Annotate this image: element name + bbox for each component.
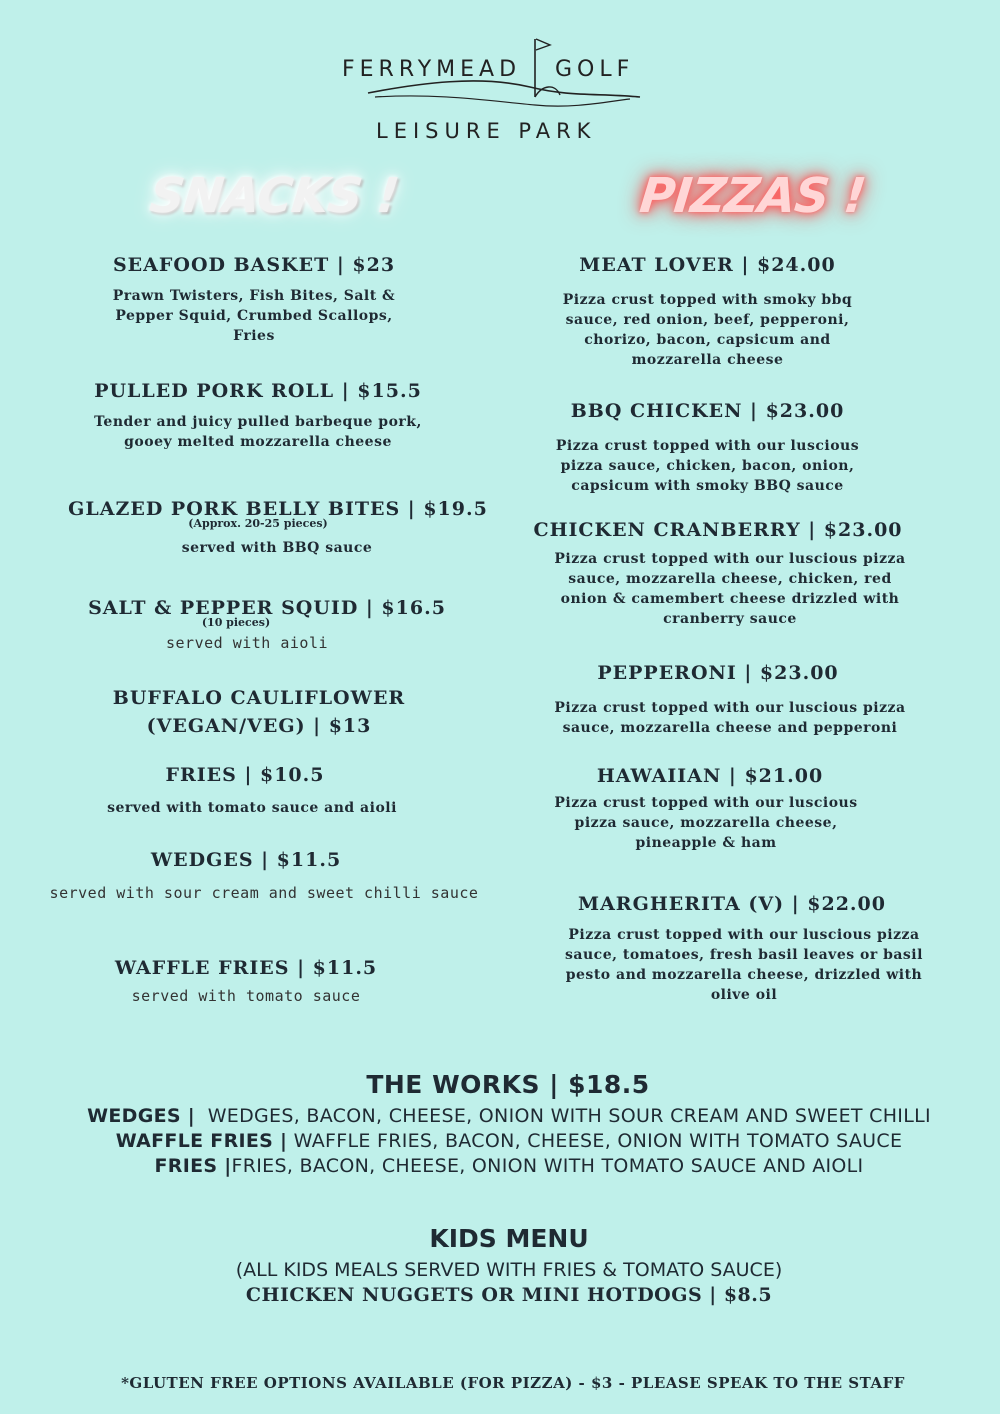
- item-title: GLAZED PORK BELLY BITES | $19.5: [68, 498, 488, 520]
- snacks-heading: SNACKS !: [147, 168, 401, 224]
- item-desc-line: served with tomato sauce and aioli: [107, 800, 397, 816]
- item-note: (10 pieces): [201, 616, 271, 629]
- item-desc-line: pizza sauce, chicken, bacon, onion,: [560, 458, 855, 474]
- logo: [330, 35, 650, 150]
- works-row-wedges: [0, 1105, 1000, 1127]
- item-desc-line: Pizza crust topped with smoky bbq: [562, 292, 853, 308]
- item-desc-line: mozzarella cheese: [631, 352, 784, 368]
- item-desc-line: sauce, tomatoes, fresh basil leaves or basil: [565, 947, 923, 963]
- works-row-text: WAFFLE FRIES, BACON, CHEESE, ONION WITH TOMATO SAUCE: [287, 1130, 903, 1152]
- menu-item-wedges: [0, 849, 492, 871]
- menu-item-meat-lover: [470, 254, 970, 370]
- works-row-waffle-fries: [0, 1130, 1000, 1152]
- item-title: (VEGAN/VEG) | $13: [146, 715, 372, 737]
- item-title: HAWAIIAN | $21.00: [596, 765, 824, 787]
- logo-subtitle: LEISURE PARK: [376, 119, 597, 143]
- menu-item-buffalo-cauliflower: [0, 684, 518, 740]
- item-desc-line: Pizza crust topped with our luscious pizza: [554, 551, 906, 567]
- menu-item-chicken-cranberry: [480, 519, 980, 629]
- item-desc-line: Pizza crust topped with our luscious: [555, 438, 860, 454]
- item-desc-line: olive oil: [710, 987, 778, 1003]
- menu-item-seafood-basket: [0, 254, 508, 346]
- item-title: MARGHERITA (V) | $22.00: [578, 893, 886, 915]
- item-title: PEPPERONI | $23.00: [597, 662, 839, 684]
- item-title: MEAT LOVER | $24.00: [579, 254, 836, 276]
- kids-menu-subtitle: (ALL KIDS MEALS SERVED WITH FRIES & TOMATO SAUCE): [235, 1259, 783, 1281]
- item-desc-line: sauce, mozzarella cheese and pepperoni: [562, 720, 898, 736]
- item-desc-line: cranberry sauce: [663, 611, 797, 627]
- item-desc-line: served with BBQ sauce: [181, 540, 373, 556]
- item-desc-line: pizza sauce, mozzarella cheese,: [574, 815, 838, 831]
- kids-menu-title: KIDS MENU: [429, 1224, 589, 1253]
- item-desc-line: sauce, mozzarella cheese, chicken, red: [568, 571, 892, 587]
- item-desc-line: Prawn Twisters, Fish Bites, Salt &: [112, 288, 396, 304]
- item-desc-line: Pizza crust topped with our luscious: [554, 795, 858, 811]
- kids-menu-item: CHICKEN NUGGETS OR MINI HOTDOGS | $8.5: [245, 1284, 773, 1306]
- item-desc-line: Tender and juicy pulled barbeque pork,: [94, 414, 422, 430]
- works-row-label: FRIES |: [154, 1155, 232, 1177]
- item-title: FRIES | $10.5: [165, 764, 325, 786]
- item-desc-line: onion & camembert cheese drizzled with: [560, 591, 900, 607]
- item-title: BBQ CHICKEN | $23.00: [570, 400, 845, 422]
- menu-item-hawaiian: [470, 765, 970, 853]
- item-desc-line: chorizo, bacon, capsicum and: [584, 332, 831, 348]
- item-title: WAFFLE FRIES | $11.5: [114, 957, 378, 979]
- item-desc-line: Pizza crust topped with our luscious pizza: [568, 927, 920, 943]
- menu-item-fries: [0, 764, 490, 786]
- menu-item-margherita: [494, 893, 994, 1005]
- item-title: SALT & PEPPER SQUID | $16.5: [88, 597, 446, 619]
- item-title: WEDGES | $11.5: [150, 849, 342, 871]
- item-desc-line: capsicum with smoky BBQ sauce: [571, 478, 844, 494]
- item-desc-line: gooey melted mozzarella cheese: [124, 434, 392, 450]
- works-row-label: WAFFLE FRIES |: [115, 1130, 288, 1152]
- pizzas-heading: PIZZAS !: [637, 168, 868, 224]
- item-title: PULLED PORK ROLL | $15.5: [94, 380, 422, 402]
- item-desc-line: served with aioli: [165, 634, 329, 652]
- item-desc-line: served with tomato sauce: [131, 987, 361, 1005]
- works-row-label: WEDGES |: [87, 1105, 196, 1127]
- menu-item-pulled-pork-roll: [0, 380, 516, 452]
- item-note: (Approx. 20-25 pieces): [188, 517, 328, 530]
- menu-item-waffle-fries: [0, 957, 492, 979]
- works-row-text: FRIES, BACON, CHEESE, ONION WITH TOMATO SAUCE AND AIOLI: [231, 1155, 864, 1177]
- item-title: SEAFOOD BASKET | $23: [112, 254, 396, 276]
- item-title: CHICKEN CRANBERRY | $23.00: [533, 519, 903, 541]
- works-title: THE WORKS | $18.5: [366, 1070, 650, 1099]
- menu-item-bbq-chicken: [470, 400, 970, 496]
- item-desc-line: Pizza crust topped with our luscious pizza: [554, 700, 906, 716]
- works-row-text: WEDGES, BACON, CHEESE, ONION WITH SOUR CREAM AND SWEET CHILLI: [195, 1105, 931, 1127]
- item-desc-line: Pepper Squid, Crumbed Scallops,: [115, 308, 393, 324]
- logo-word-left: FERRYMEAD: [342, 57, 522, 82]
- item-desc-line: Fries: [233, 328, 275, 344]
- item-desc-line: sauce, red onion, beef, pepperoni,: [565, 312, 850, 328]
- item-desc-line: served with sour cream and sweet chilli sauce: [49, 884, 479, 902]
- logo-title: [342, 57, 635, 82]
- logo-word-right: GOLF: [555, 57, 635, 82]
- works-row-fries: [0, 1155, 1000, 1177]
- item-desc-line: pesto and mozzarella cheese, drizzled with: [565, 967, 923, 983]
- gluten-free-note: *GLUTEN FREE OPTIONS AVAILABLE (FOR PIZZA) - $3 - PLEASE SPEAK TO THE STAFF: [121, 1374, 905, 1392]
- menu-item-pepperoni: [480, 662, 980, 738]
- item-title: BUFFALO CAULIFLOWER: [112, 687, 406, 709]
- item-desc-line: pineapple & ham: [635, 835, 777, 851]
